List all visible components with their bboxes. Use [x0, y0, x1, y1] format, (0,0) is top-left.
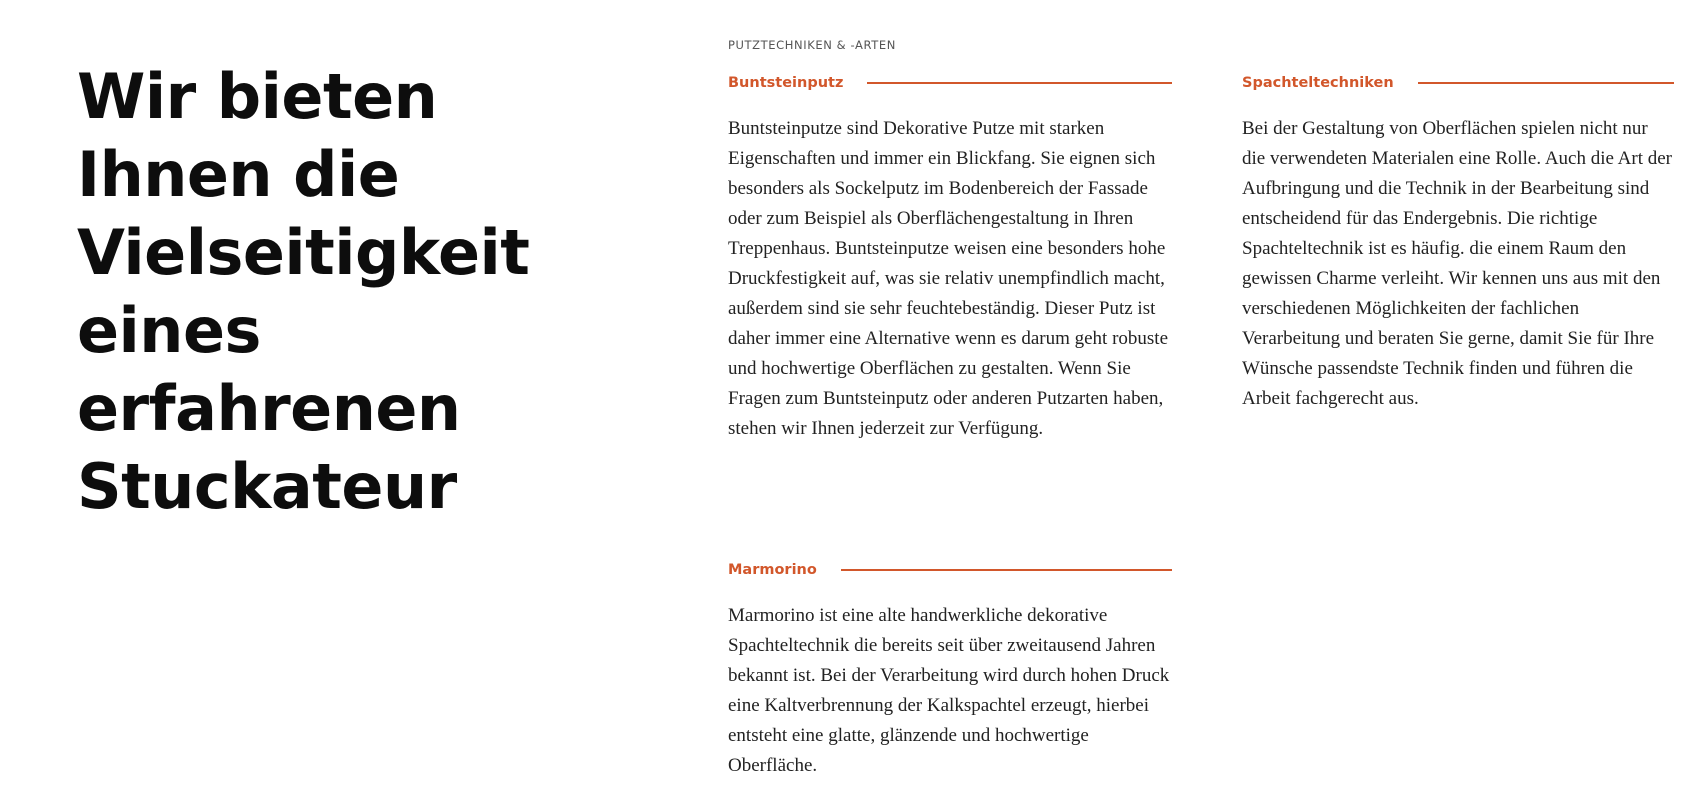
technique-description: Marmorino ist eine alte handwerkliche dekorative Spachteltechnik die bereits seit über zweitausend Jahren bekannt ist. Bei der Verarbeitung wird durch hohen Druck eine Kaltverbrennung der Kalkspachtel erzeugt, hierbei entsteht eine glatte, glänzende und hochwertige Oberfläche. — [728, 605, 1170, 776]
section-label: PUTZTECHNIKEN & -ARTEN — [728, 38, 896, 52]
technique-block-header — [1242, 72, 1674, 94]
technique-block-header — [728, 559, 1172, 581]
technique-title: Spachteltechniken — [1242, 75, 1394, 91]
technique-block-marmorino — [728, 559, 1172, 781]
technique-block-buntsteinputz — [728, 72, 1172, 444]
technique-title: Buntsteinputz — [728, 75, 844, 91]
technique-description: Buntsteinputze sind Dekorative Putze mit starken Eigenschaften und immer ein Blickfang. Sie eignen sich besonders als Sockelputz im Bodenbereich der Fassade oder zum Beispiel als Oberflächengestaltung in Ihren Treppenhaus. Buntsteinputze weisen eine besonders hohe Druckfestigkeit auf, was sie relativ unempfindlich macht, außerdem sind sie sehr feuchtebeständig. Dieser Putz ist daher immer eine Alternative wenn es darum geht robuste und hochwertige Oberflächen zu gestalten. Wenn Sie Fragen zum Buntsteinputz oder anderen Putzarten haben, stehen wir Ihnen jederzeit zur Verfügung. — [728, 118, 1169, 439]
title-divider-line — [867, 82, 1172, 84]
technique-description: Bei der Gestaltung von Oberflächen spielen nicht nur die verwendeten Materialen eine Rolle. Auch die Art der Aufbringung und die Technik in der Bearbeitung sind entscheidend für das Endergebnis. Die richtige Spachteltechnik ist es häufig. die einem Raum den gewissen Charme verleiht. Wir kennen uns aus mit den verschiedenen Möglichkeiten der fachlichen Verarbeitung und beraten Sie gerne, damit Sie für Ihre Wünsche passendste Technik finden und führen die Arbeit fachgerecht aus. — [1242, 118, 1672, 409]
technique-block-header — [728, 72, 1172, 94]
page-headline: Wir bieten Ihnen die Vielseitigkeit eines erfahrenen Stuckateur — [77, 60, 530, 523]
title-divider-line — [1418, 82, 1674, 84]
title-divider-line — [841, 569, 1172, 571]
technique-title: Marmorino — [728, 562, 817, 578]
technique-block-spachteltechniken — [1242, 72, 1674, 414]
